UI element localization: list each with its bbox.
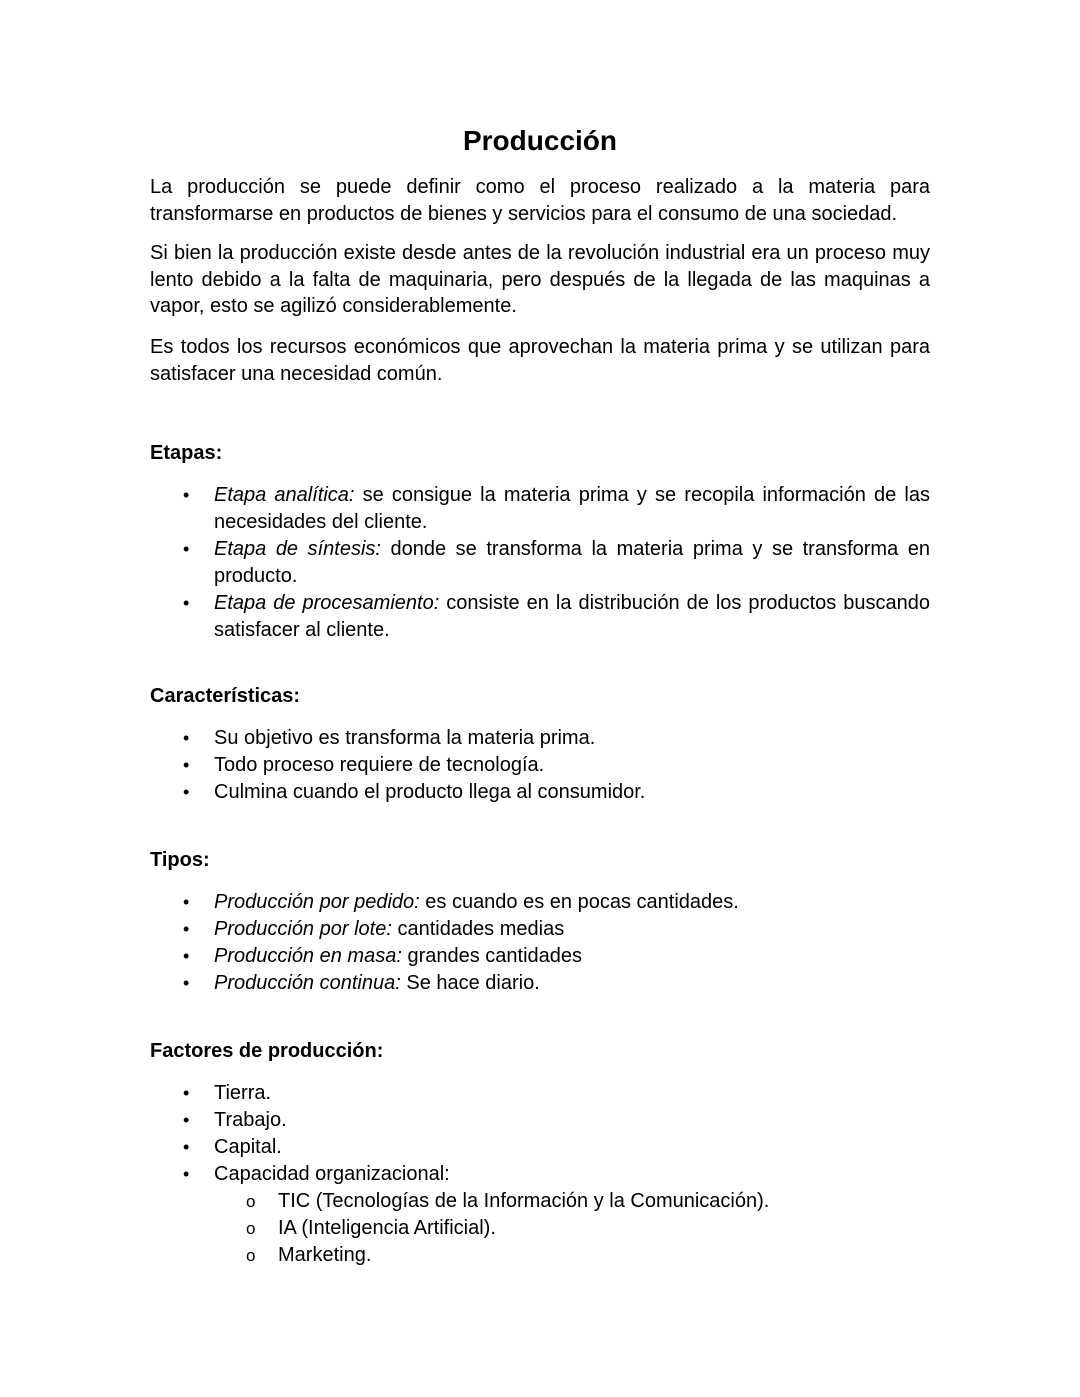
heading-tipos: Tipos: (150, 849, 210, 871)
circle-bullet-icon: o (246, 1246, 256, 1265)
item-term: Etapa analítica: (214, 484, 355, 506)
caracteristicas-list (150, 725, 930, 806)
list-item (150, 916, 930, 943)
subitem-text: TIC (Tecnologías de la Información y la Comunicación). (278, 1190, 770, 1212)
list-item (150, 1107, 930, 1134)
item-term: Etapa de procesamiento: (214, 592, 440, 614)
item-text: Su objetivo es transforma la materia prima. (214, 727, 596, 749)
list-item (150, 725, 930, 752)
list-item (150, 889, 930, 916)
list-item (150, 536, 930, 590)
item-term: Producción por pedido: (214, 891, 420, 913)
list-item (150, 779, 930, 806)
list-item (150, 970, 930, 997)
capacidad-sublist (214, 1188, 930, 1269)
bullet-icon: • (183, 782, 190, 802)
bullet-icon: • (183, 946, 190, 966)
bullet-icon: • (183, 755, 190, 775)
list-item (150, 482, 930, 536)
bullet-icon: • (183, 728, 190, 748)
item-text: consiste en la distribución de los productos buscando satisfacer al cliente. (214, 592, 930, 641)
bullet-icon: • (183, 919, 190, 939)
bullet-icon: • (183, 892, 190, 912)
paragraph-resources: Es todos los recursos económicos que aprovechan la materia prima y se utilizan para satisfacer una necesidad común. (150, 336, 930, 385)
subitem-text: IA (Inteligencia Artificial). (278, 1217, 496, 1239)
sublist-item (214, 1242, 930, 1269)
list-item (150, 1161, 930, 1269)
list-item (150, 943, 930, 970)
item-text: donde se transforma la materia prima y se transforma en producto. (214, 538, 930, 587)
list-item (150, 590, 930, 644)
bullet-icon: • (183, 1164, 190, 1184)
heading-caracteristicas: Características: (150, 685, 301, 707)
sublist-item (214, 1188, 930, 1215)
item-text: grandes cantidades (401, 945, 583, 967)
bullet-icon: • (183, 973, 190, 993)
bullet-icon: • (183, 539, 190, 559)
bullet-icon: • (183, 1083, 190, 1103)
heading-etapas: Etapas: (150, 442, 223, 464)
paragraph-definition: La producción se puede definir como el proceso realizado a la materia para transformarse en productos de bienes y servicios para el consumo de una sociedad. (150, 176, 930, 225)
subitem-text: Marketing. (278, 1244, 372, 1266)
paragraph-history: Si bien la producción existe desde antes de la revolución industrial era un proceso muy lento debido a la falta de maquinaria, pero después de la llegada de las maquinas a vapor, esto se agilizó considerablemente. (150, 242, 930, 317)
item-text: Capacidad organizacional: (214, 1163, 450, 1185)
etapas-list (150, 482, 930, 644)
item-text: Culmina cuando el producto llega al consumidor. (214, 781, 646, 803)
item-text: Trabajo. (214, 1109, 287, 1131)
item-text: es cuando es en pocas cantidades. (419, 891, 739, 913)
circle-bullet-icon: o (246, 1219, 256, 1238)
sublist-item (214, 1215, 930, 1242)
item-text: Se hace diario. (400, 972, 540, 994)
item-term: Etapa de síntesis: (214, 538, 381, 560)
tipos-list (150, 889, 930, 997)
item-text: Tierra. (214, 1082, 272, 1104)
factores-list (150, 1080, 930, 1269)
item-term: Producción por lote: (214, 918, 392, 940)
item-text: cantidades medias (391, 918, 565, 940)
item-text: se consigue la materia prima y se recopila información de las necesidades del cliente. (214, 484, 930, 533)
item-term: Producción continua: (214, 972, 401, 994)
item-term: Producción en masa: (214, 945, 402, 967)
bullet-icon: • (183, 593, 190, 613)
bullet-icon: • (183, 485, 190, 505)
bullet-icon: • (183, 1110, 190, 1130)
bullet-icon: • (183, 1137, 190, 1157)
list-item (150, 752, 930, 779)
list-item (150, 1080, 930, 1107)
item-text: Capital. (214, 1136, 282, 1158)
circle-bullet-icon: o (246, 1192, 256, 1211)
heading-factores: Factores de producción: (150, 1040, 384, 1062)
page-title: Producción (462, 125, 617, 156)
list-item (150, 1134, 930, 1161)
item-text: Todo proceso requiere de tecnología. (214, 754, 545, 776)
